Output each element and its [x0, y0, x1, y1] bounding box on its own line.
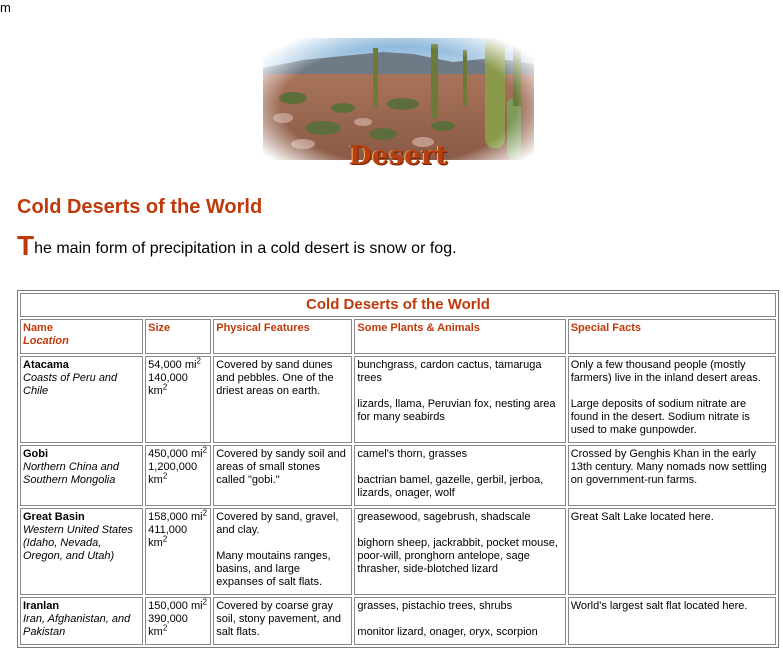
desert-location: Western United States (Idaho, Nevada, Oregon, and Utah)	[23, 524, 133, 562]
table-row	[20, 508, 776, 595]
header-name: Name	[23, 322, 53, 334]
table-row	[20, 445, 776, 506]
drop-cap: T	[17, 230, 35, 261]
desert-name: Great Basin	[23, 511, 85, 523]
desert-location: Iran, Afghanistan, and Pakistan	[23, 613, 131, 638]
header-features: Physical Features	[213, 319, 352, 354]
desert-name: Iranlan	[23, 600, 60, 612]
header-plants-animals: Some Plants & Animals	[354, 319, 565, 354]
page-title: Cold Deserts of the World	[17, 196, 263, 218]
header-size: Size	[145, 319, 211, 354]
cold-deserts-table	[17, 290, 779, 648]
table-row	[20, 597, 776, 645]
desert-size: 158,000 $mi^2$ 411,000 $km^2$	[145, 508, 211, 595]
header-name-location	[20, 319, 143, 354]
table-caption-row	[20, 293, 776, 317]
desert-plants-animals: camel's thorn, grasses bactrian bamel, gazelle, gerbil, jerboa, lizards, onager, wolf	[354, 445, 565, 506]
desert-features: Covered by sand, gravel, and clay. Many moutains ranges, basins, and large expanses of salt flats.	[213, 508, 352, 595]
header-location: Location	[23, 335, 69, 347]
desert-name: Gobi	[23, 448, 49, 460]
desert-location: Coasts of Peru and Chile	[23, 372, 118, 397]
desert-size: 150,000 $mi^2$ 390,000 $km^2$	[145, 597, 211, 645]
desert-plants-animals: greasewood, sagebrush, shadscale bighorn sheep, jackrabbit, pocket mouse, poor-will, pronghorn antelope, sage thrasher, side-blotched lizard	[354, 508, 565, 595]
desert-name: Atacama	[23, 359, 69, 371]
desert-special-facts: World's largest salt flat located here.	[568, 597, 776, 645]
table-header-row	[20, 319, 776, 354]
desert-plants-animals: bunchgrass, cardon cactus, tamaruga trees lizards, llama, Peruvian fox, nesting area for many seabirds	[354, 356, 565, 443]
intro-text: he main form of precipitation in a cold desert is snow or fog.	[34, 240, 457, 257]
intro-paragraph	[17, 231, 457, 264]
desert-location: Northern China and Southern Mongolia	[23, 461, 120, 486]
table-caption: Cold Deserts of the World	[20, 293, 776, 317]
desert-features: Covered by coarse gray soil, stony pavement, and salt flats.	[213, 597, 352, 645]
desert-features: Covered by sand dunes and pebbles. One of the driest areas on earth.	[213, 356, 352, 443]
desert-features: Covered by sandy soil and areas of small stones called "gobi."	[213, 445, 352, 506]
table-row	[20, 356, 776, 443]
desert-special-facts: Great Salt Lake located here.	[568, 508, 776, 595]
stray-text: m	[0, 0, 11, 15]
desert-size: 450,000 $mi^2$ 1,200,000 $km^2$	[145, 445, 211, 506]
desert-special-facts: Crossed by Genghis Khan in the early 13th century. Many nomads now settling on government-run farms.	[568, 445, 776, 506]
header-special-facts: Special Facts	[568, 319, 776, 354]
desert-special-facts: Only a few thousand people (mostly farmers) live in the inland desert areas. Large deposits of sodium nitrate are found in the desert. Sodium nitrate is used to make gunpowder.	[568, 356, 776, 443]
banner-title: Desert	[349, 141, 448, 171]
desert-size: 54,000 $mi^2$ 140,000 $km^2$	[145, 356, 211, 443]
desert-plants-animals: grasses, pistachio trees, shrubs monitor lizard, onager, oryx, scorpion	[354, 597, 565, 645]
desert-banner-image	[263, 38, 534, 172]
